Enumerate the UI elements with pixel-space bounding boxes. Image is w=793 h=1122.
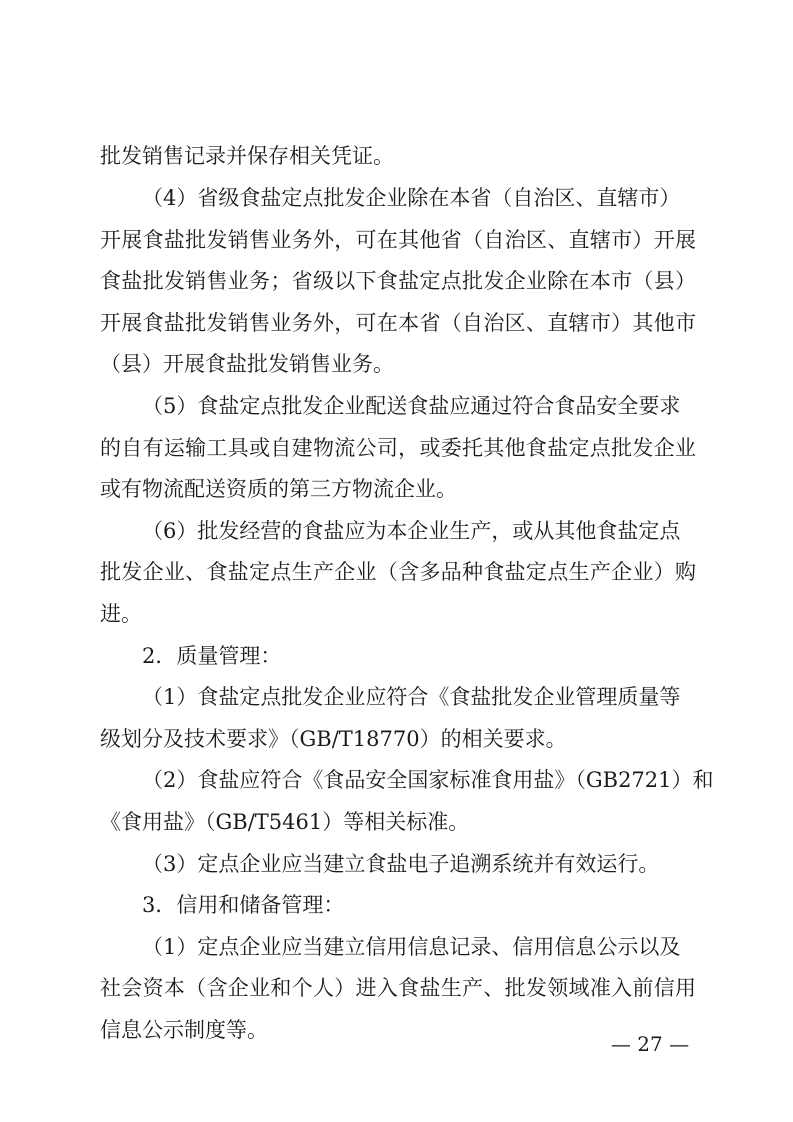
section-heading-credit: 3．信用和储备管理： xyxy=(142,893,345,917)
text-line: 或有物流配送资质的第三方物流企业。 xyxy=(100,477,457,501)
text-line: 信息公示制度等。 xyxy=(100,1018,268,1042)
text-line: 的自有运输工具或自建物流公司，或委托其他食盐定点批发企业 xyxy=(100,436,696,460)
text-line: 社会资本（含企业和个人）进入食盐生产、批发领域准入前信用 xyxy=(100,976,696,1000)
paragraph-quality-2-line: （2）食盐应符合《食品安全国家标准食用盐》（GB2721）和 xyxy=(142,768,714,792)
paragraph-quality-1-line: （1）食盐定点批发企业应符合《食盐批发企业管理质量等 xyxy=(142,685,681,709)
page-number: — 27 — xyxy=(610,1032,690,1056)
paragraph-item-5-line: （5）食盐定点批发企业配送食盐应通过符合食品安全要求 xyxy=(142,394,681,418)
text-line: 批发企业、食盐定点生产企业（含多品种食盐定点生产企业）购 xyxy=(100,560,696,584)
paragraph-item-4-line: （4）省级食盐定点批发企业除在本省（自治区、直辖市） xyxy=(142,186,681,210)
paragraph-credit-1-line: （1）定点企业应当建立信用信息记录、信用信息公示以及 xyxy=(142,935,681,959)
text-line: 开展食盐批发销售业务外，可在其他省（自治区、直辖市）开展 xyxy=(100,228,696,252)
text-line: 食盐批发销售业务；省级以下食盐定点批发企业除在本市（县） xyxy=(100,269,696,293)
paragraph-quality-3-line: （3）定点企业应当建立食盐电子追溯系统并有效运行。 xyxy=(142,852,660,876)
text-line: 开展食盐批发销售业务外，可在本省（自治区、直辖市）其他市 xyxy=(100,311,696,335)
text-line: 级划分及技术要求》（GB/T18770）的相关要求。 xyxy=(100,727,567,751)
text-line: 批发销售记录并保存相关凭证。 xyxy=(100,144,394,168)
text-line: （县）开展食盐批发销售业务。 xyxy=(100,352,394,376)
text-line: 进。 xyxy=(100,602,142,626)
text-line: 《食用盐》（GB/T5461）等相关标准。 xyxy=(100,810,470,834)
section-heading-quality: 2．质量管理： xyxy=(142,644,282,668)
paragraph-item-6-line: （6）批发经营的食盐应为本企业生产，或从其他食盐定点 xyxy=(142,519,681,543)
